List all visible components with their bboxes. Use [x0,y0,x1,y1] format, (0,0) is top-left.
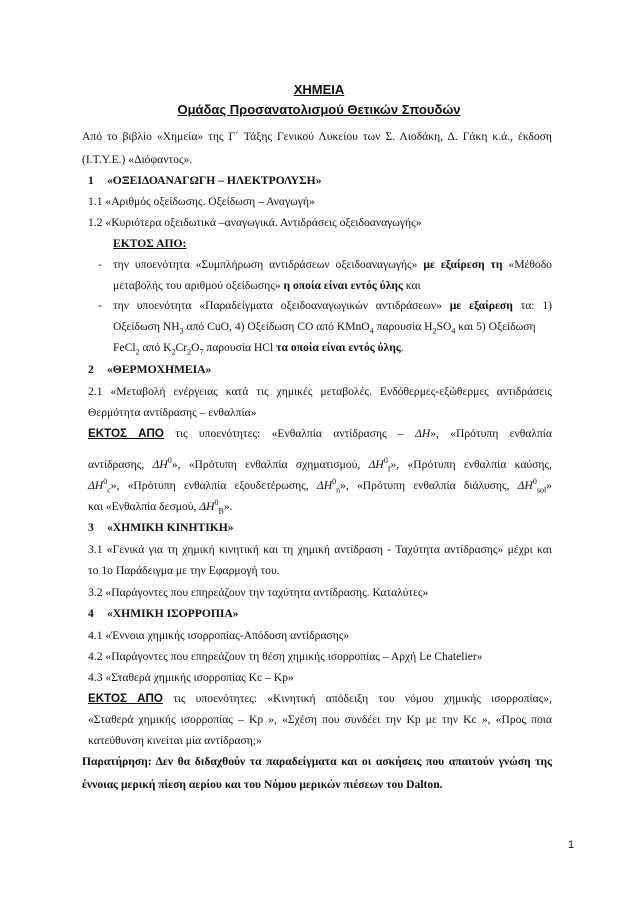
text: από CuO, 4) Οξείδωση CO από KMnO [183,320,370,333]
subscript: c [107,485,111,495]
text-italic: ΔΗ [517,479,533,492]
subscript: 2 [135,347,140,357]
section-2-1-line-1: 2.1 «Μεταβολή ενέργειας κατά τις χημικές μεταβολές. Ενδόθερμες-εξώθερμες αντιδράσεις [88,385,552,398]
chapter-3-number: 3 [88,521,94,534]
page-subtitle: Ομάδας Προσανατολισμού Θετικών Σπουδών [177,102,461,117]
text: », «Πρότυπη ενθαλπία καύσης, [390,458,552,471]
text: Cr [175,341,188,354]
text: μεταβολής του αριθμού οξείδωσης» [113,279,281,292]
text: τις υποενότητες: «Ενθαλπία αντίδρασης – [163,427,416,440]
text: και «Ενθαλπία δεσμού, [88,500,200,513]
subscript: 2 [432,326,437,336]
section-3-1-line-1: 3.1 «Γενικά για τη χημική κινητική και τη χημική αντίδραση - Ταχύτητα αντίδρασης» μέχρι και [88,543,552,556]
chapter-4-number: 4 [88,607,94,620]
text: », «Πρότυπη ενθαλπία [430,427,553,440]
text: Οξείδωση NH [113,320,180,333]
note-text: Δεν θα διδαχθούν τα παραδείγματα και οι ασκήσεις που απαιτούν γνώση της [151,755,552,768]
text-bold: τα οποία είναι εντός ύλης [276,341,401,354]
section-4-3: 4.3 «Σταθερά χημικής ισορροπίας Kc – Kp» [88,671,294,684]
section-4-2: 4.2 «Παράγοντες που επηρεάζουν τη θέση χημικής ισορροπίας – Αρχή Le Chatelier» [88,650,483,663]
intro-line-1: Από το βιβλίο «Χημεία» της Γ΄ Τάξης Γενικού Λυκείου των Σ. Λιοδάκη, Δ. Γάκη κ.ά., έκδοση [82,130,552,143]
text: την υποενότητα «Συμπλήρωση αντιδράσεων οξειδοαναγωγής» [113,258,418,271]
chapter-4-exclusion-line-1 [88,691,552,707]
text: τις υποενότητες: «Κινητική απόδειξη του νόμου χημικής ισορροπίας», [162,692,552,705]
bullet-dash: - [98,299,102,312]
note-line-2: έννοιας μερική πίεση αερίου και του Νόμου μερικών πιέσεων του Dalton. [82,778,443,791]
text: και [405,279,421,292]
exclusion-1-line-2 [113,278,421,294]
section-3-2: 3.2 «Παράγοντες που επηρεάζουν την ταχύτητα αντίδρασης. Καταλύτες» [88,586,429,599]
exclusion-1-line-1 [113,257,552,273]
text: . [400,341,404,354]
chapter-2-exclusion-line-2 [88,457,552,473]
subscript: 2 [171,347,176,357]
subscript: n [336,485,341,495]
except-heading: ΕΚΤΟΣ ΑΠΟ [88,692,163,705]
subscript: B [218,506,224,516]
subscript: 3 [179,326,184,336]
text: O [191,341,200,354]
chapter-2-exclusion-line-1 [88,426,552,442]
note-label: Παρατήρηση: [82,755,152,768]
superscript: 0 [167,456,172,466]
superscript: 0 [332,477,337,487]
bullet-dash: - [98,258,102,271]
page-number: 1 [568,839,575,851]
text-bold: με εξαίρεση τη [423,258,503,271]
page-title: ΧΗΜΕΙΑ [293,82,345,97]
note-line-1 [82,754,552,770]
chapter-1-except-heading: ΕΚΤΟΣ ΑΠΟ: [113,237,187,250]
text: από K [139,341,172,354]
text: », «Πρότυπη ενθαλπία διάλυσης, [340,479,518,492]
subscript: 4 [369,326,374,336]
chapter-2-exclusion-line-3 [88,478,552,494]
chapter-3-title: «ΧΗΜΙΚΗ ΚΙΝΗΤΙΚΗ» [107,521,234,534]
text: παρουσία HCl [203,341,277,354]
subscript: f [387,464,391,474]
text: «Μέθοδο [508,258,552,271]
exclusion-2-line-2 [113,319,536,335]
text: τα: 1) [520,299,552,312]
exclusion-2-line-1 [113,298,552,314]
text: την υποενότητα «Παραδείγματα οξειδοαναγωγικών αντιδράσεων» [113,299,442,312]
subscript: 2 [187,347,192,357]
except-heading: ΕΚΤΟΣ ΑΠΟ [88,427,164,440]
chapter-2-exclusion-line-4 [88,499,233,515]
text: », «Πρότυπη ενθαλπία σχηματισμού, [171,458,369,471]
intro-line-2: (Ι.Τ.Υ.Ε.) «Διόφαντος». [82,153,193,166]
section-1-2: 1.2 «Κυριότερα οξειδωτικά –αναγωγικά. Αντιδράσεις οξειδοαναγωγής» [88,216,422,229]
superscript: 0 [214,498,219,508]
superscript: 0 [103,477,108,487]
chapter-4-exclusion-line-2: «Σταθερά χημικής ισορροπίας – Kp », «Σχέση που συνδέει την Kp με την Kc », «Προς ποια [88,713,552,726]
text-italic: ΔΗ [316,479,333,492]
text-italic: ΔΗ [199,500,215,513]
chapter-2-title: «ΘΕΡΜΟΧΗΜΕΙΑ» [107,363,212,376]
text: και 5) Οξείδωση [455,320,536,333]
text-italic: ΔΗ [88,479,104,492]
text-italic: ΔΗ [368,458,384,471]
section-4-1: 4.1 «Έννοια χημικής ισορροπίας-Απόδοση αντίδρασης» [88,629,350,642]
text: » [546,479,552,492]
text: », «Πρότυπη ενθαλπία εξουδετέρωσης, [110,479,317,492]
text-italic: ΔΗ [152,458,168,471]
chapter-4-title: «ΧΗΜΙΚΗ ΙΣΟΡΡΟΠΙΑ» [107,607,239,620]
subscript: 4 [451,326,456,336]
exclusion-2-line-3 [113,340,404,356]
text: ». [223,500,233,513]
section-2-1-line-2: Θερμότητα αντίδρασης – ενθαλπία» [88,406,257,419]
chapter-1-number: 1 [88,174,94,187]
chapter-4-exclusion-line-3: κατεύθυνση κινείται μία αντίδραση;» [88,734,262,747]
text: παρουσία H [373,320,433,333]
chapter-2-number: 2 [88,363,94,376]
text: αντίδρασης, [88,458,153,471]
text: SO [436,320,452,333]
chapter-1-title: «ΟΞΕΙΔΟΑΝΑΓΩΓΗ – ΗΛΕΚΤΡΟΛΥΣΗ» [107,174,322,187]
text-bold: η οποία είναι εντός ύλης [283,279,403,292]
text: FeCl [113,341,136,354]
superscript: 0 [532,477,537,487]
text-bold: με εξαίρεση [449,299,513,312]
text-italic: ΔΗ [415,427,431,440]
subscript: 7 [199,347,204,357]
section-1-1: 1.1 «Αριθμός οξείδωσης. Οξείδωση – Αναγωγή» [88,195,315,208]
superscript: 0 [383,456,388,466]
subscript: sol [536,485,547,495]
section-3-1-line-2: το 1ο Παράδειγμα με την Εφαρμογή του. [88,564,280,577]
